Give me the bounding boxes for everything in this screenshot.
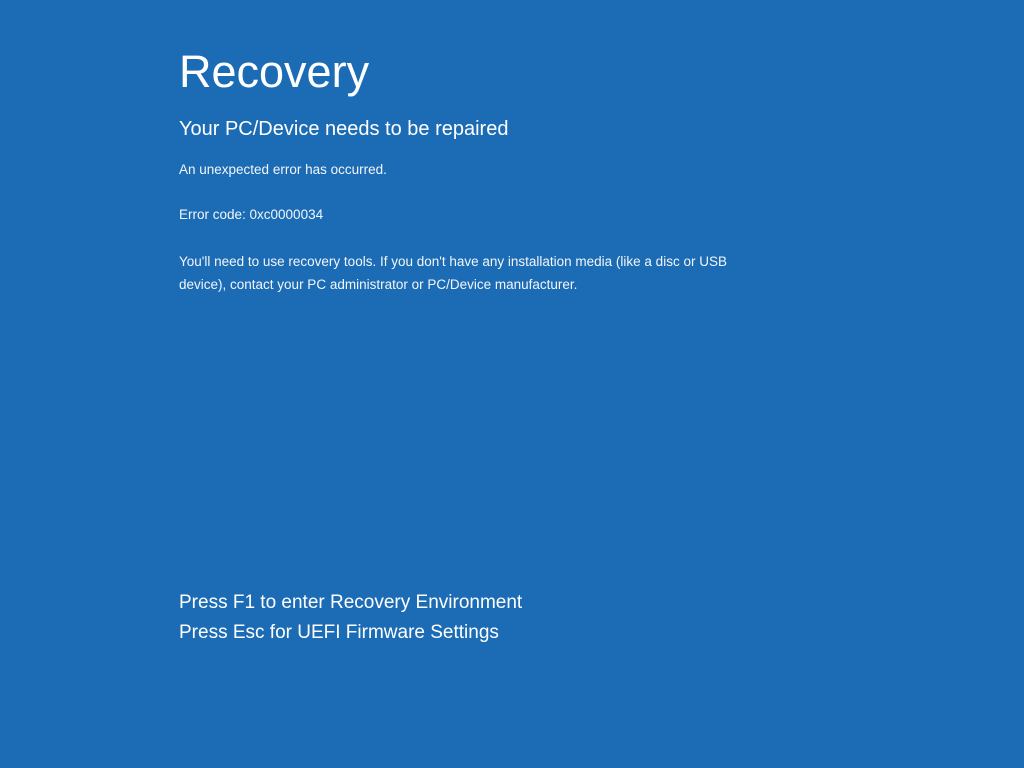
action-uefi-firmware-settings[interactable]: Press Esc for UEFI Firmware Settings — [179, 622, 499, 643]
recovery-content — [179, 44, 879, 296]
recovery-actions — [179, 588, 879, 648]
action-recovery-environment[interactable]: Press F1 to enter Recovery Environment — [179, 592, 523, 613]
error-code: Error code: 0xc0000034 — [179, 207, 324, 222]
error-message: An unexpected error has occurred. — [179, 162, 387, 177]
page-title: Recovery — [179, 46, 370, 97]
recovery-instructions: You'll need to use recovery tools. If you don't have any installation media (like a disc or USB device), contact your PC administrator or PC/Device manufacturer. — [179, 254, 727, 292]
recovery-subtitle: Your PC/Device needs to be repaired — [179, 118, 509, 140]
